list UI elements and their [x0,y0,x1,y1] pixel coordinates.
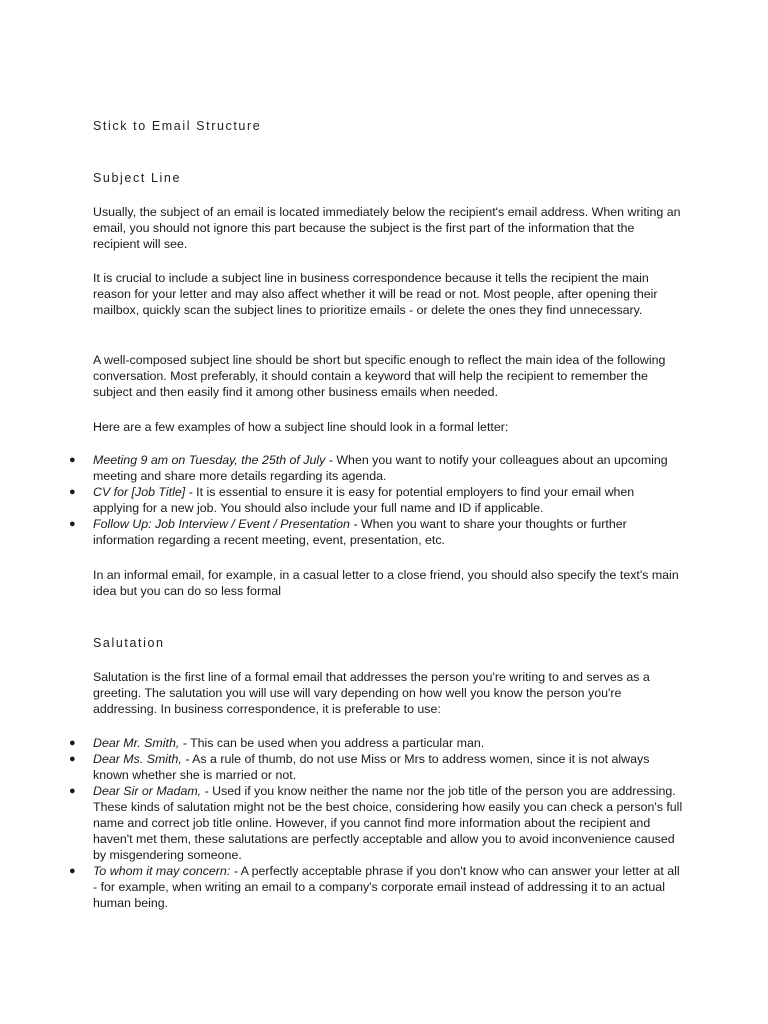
subject-examples-list [69,452,683,548]
example-text: It is essential to ensure it is easy for potential employers to find your email when applying for a new job. You should also include your full name and ID if applicable. [93,485,635,515]
subject-paragraph-5: In an informal email, for example, in a casual letter to a close friend, you should also specify the text's main idea but you can do so less formal [93,568,679,598]
salutation-list [69,735,683,911]
example-text: When you want to share your thoughts or further information regarding a recent meeting, event, presentation, etc. [93,517,627,547]
salutation-paragraph-1: Salutation is the first line of a formal email that addresses the person you're writing to and serves as a greeting. The salutation you will use will vary depending on how well you know the person you're addressing. In business correspondence, it is preferable to use: [93,670,650,716]
example-lead: Follow Up: Job Interview / Event / Presentation - [93,517,358,531]
list-item [69,452,683,484]
salutation-text: As a rule of thumb, do not use Miss or Mrs to address women, since it is not always known whether she is married or not. [93,752,650,782]
example-lead: Meeting 9 am on Tuesday, the 25th of July - [93,453,333,467]
bullet-icon: ● [69,865,76,877]
bullet-icon: ● [69,454,76,466]
section-heading-salutation: Salutation [93,636,165,650]
salutation-text: Used if you know neither the name nor the job title of the person you are addressing. These kinds of salutation might not be the best choice, considering how easily you can check a person's full name and correct job title online. However, if you cannot find more information about the recipient and haven't met them, these salutations are perfectly acceptable and allow you to avoid inconvenience caused by misgendering someone. [93,784,683,862]
section-heading-email-structure: Stick to Email Structure [93,119,262,133]
salutation-lead: Dear Ms. Smith, - [93,752,190,766]
list-item [69,863,683,911]
subject-paragraph-4: Here are a few examples of how a subject line should look in a formal letter: [93,420,509,434]
subject-paragraph-1: Usually, the subject of an email is located immediately below the recipient's email address. When writing an email, you should not ignore this part because the subject is the first part of the information that the recipient will see. [93,205,681,251]
example-lead: CV for [Job Title] - [93,485,193,499]
bullet-icon: ● [69,518,76,530]
bullet-icon: ● [69,486,76,498]
salutation-lead: Dear Sir or Madam, - [93,784,209,798]
list-item [69,783,683,863]
subject-paragraph-3: A well-composed subject line should be short but specific enough to reflect the main idea of the following conversation. Most preferably, it should contain a keyword that will help the recipient to remember the subject and then easily find it among other business emails when needed. [93,353,666,399]
section-heading-subject-line: Subject Line [93,171,181,185]
subject-paragraph-2: It is crucial to include a subject line in business correspondence because it tells the recipient the main reason for your letter and may also affect whether it will be read or not. Most people, after opening their mailbox, quickly scan the subject lines to prioritize emails - or delete the ones they find unnecessary. [93,271,658,317]
salutation-lead: To whom it may concern: - [93,864,238,878]
salutation-text: A perfectly acceptable phrase if you don't know who can answer your letter at all - for example, when writing an email to a company's corporate email instead of addressing it to an actual human being. [93,864,680,910]
list-item [69,484,683,516]
bullet-icon: ● [69,753,76,765]
example-text: When you want to notify your colleagues about an upcoming meeting and share more details regarding its agenda. [93,453,668,483]
bullet-icon: ● [69,785,76,797]
salutation-lead: Dear Mr. Smith, - [93,736,187,750]
list-item [69,751,683,783]
list-item [69,735,683,751]
salutation-text: This can be used when you address a particular man. [186,736,485,750]
list-item [69,516,683,548]
bullet-icon: ● [69,737,76,749]
